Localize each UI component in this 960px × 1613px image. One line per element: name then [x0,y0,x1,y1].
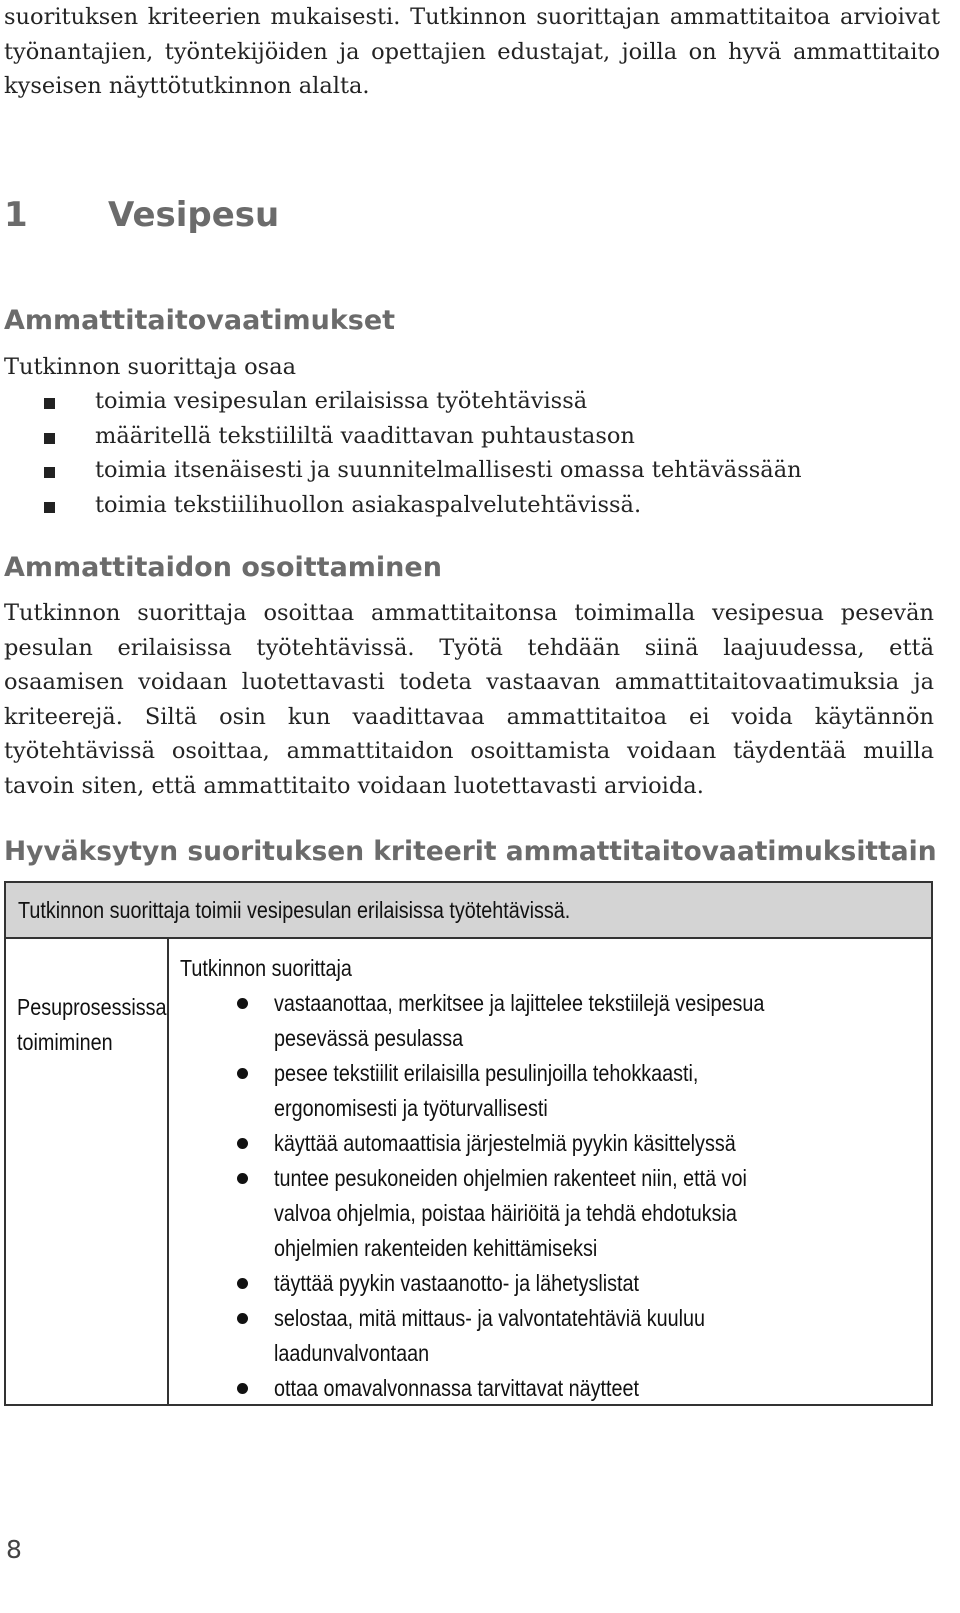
criteria-lead: Tutkinnon suorittaja [180,955,352,981]
criteria-item [180,1056,942,1126]
criteria-text: ottaa omavalvonnassa tarvittavat näytteet [274,1375,640,1401]
requirement-item [4,453,802,488]
requirement-text: toimia vesipesulan erilaisissa työtehtävissä [95,388,588,414]
table-body [6,939,931,1404]
demonstration-paragraph: Tutkinnon suorittaja osoittaa ammattitaitonsa toimimalla vesipesua pesevän pesulan erilaisissa työtehtävissä. Työtä tehdään siinä laajuudessa, että osaamisen voidaan luotettavasti todeta vastaavan ammattitaitovaatimuksia ja kriteerejä. Siltä osin kun vaadittavaa ammattitaitoa ei voida käytännön työtehtävissä osoittaa, ammattitaidon osoittamista voidaan täydentää muilla tavoin siten, että ammattitaito voidaan luotettavasti arvioida. [4,600,934,799]
requirements-heading: Ammattitaitovaatimukset [4,305,396,336]
criteria-text: tuntee pesukoneiden ohjelmien rakenteet niin, että voi valvoa ohjelmia, poistaa häiriöitä ja tehdä ehdotuksia ohjelmien rakenteiden kehittämiseksi [274,1165,747,1261]
requirement-text: toimia itsenäisesti ja suunnitelmallisesti omassa tehtävässään [95,457,802,483]
bullet-dot-icon [237,998,248,1009]
criteria-list [180,986,942,1406]
requirements-list [4,384,802,522]
requirement-item [4,384,802,419]
bullet-dot-icon [237,1068,248,1079]
bullet-dot-icon [237,1138,248,1149]
square-bullet-icon [44,398,55,409]
square-bullet-icon [44,467,55,478]
table-header [6,883,931,939]
page-number: 8 [6,1535,22,1564]
criteria-heading: Hyväksytyn suorituksen kriteerit ammattitaitovaatimuksittain [4,836,937,867]
requirement-item [4,419,802,454]
chapter-title [4,195,279,235]
requirement-text: määritellä tekstiililtä vaadittavan puhtaustason [95,422,635,449]
criteria-table [4,881,933,1406]
criteria-item [180,1301,942,1371]
requirement-text: toimia tekstiilihuollon asiakaspalvelutehtävissä. [95,491,642,518]
requirement-item [4,488,802,523]
bullet-dot-icon [237,1383,248,1394]
bullet-dot-icon [237,1278,248,1289]
bullet-dot-icon [237,1173,248,1184]
table-header-text: Tutkinnon suorittaja toimii vesipesulan erilaisissa työtehtävissä. [18,896,571,923]
criteria-item [180,1266,942,1301]
criteria-item [180,986,942,1056]
criteria-text: pesee tekstiilit erilaisilla pesulinjoilla tehokkaasti, ergonomisesti ja työturvallisesti [274,1060,699,1121]
intro-paragraph: suorituksen kriteerien mukaisesti. Tutkinnon suorittajan ammattitaitoa arvioivat työnantajien, työntekijöiden ja opettajien edustajat, joilla on hyvä ammattitaito kyseisen näyttötutkinnon alalta. [4,4,940,99]
criteria-item [180,1126,942,1161]
criteria-text: selostaa, mitä mittaus- ja valvontatehtäviä kuuluu laadunvalvontaan [274,1305,705,1366]
square-bullet-icon [44,502,55,513]
criteria-item [180,1371,942,1406]
bullet-dot-icon [237,1313,248,1324]
criteria-text: täyttää pyykin vastaanotto- ja lähetyslistat [274,1270,640,1296]
requirements-lead: Tutkinnon suorittaja osaa [4,354,297,380]
criteria-text: vastaanottaa, merkitsee ja lajittelee tekstiilejä vesipesua pesevässä pesulassa [274,990,765,1051]
square-bullet-icon [44,433,55,444]
chapter-title-text: Vesipesu [108,195,280,235]
row-label: Pesuprosessissa toimiminen [17,994,167,1055]
criteria-item [180,1161,942,1266]
criteria-cell [169,939,942,1404]
chapter-number: 1 [4,195,28,235]
demonstration-heading: Ammattitaidon osoittaminen [4,552,442,583]
row-label-cell [6,939,169,1404]
criteria-text: käyttää automaattisia järjestelmiä pyykin käsittelyssä [274,1130,736,1156]
